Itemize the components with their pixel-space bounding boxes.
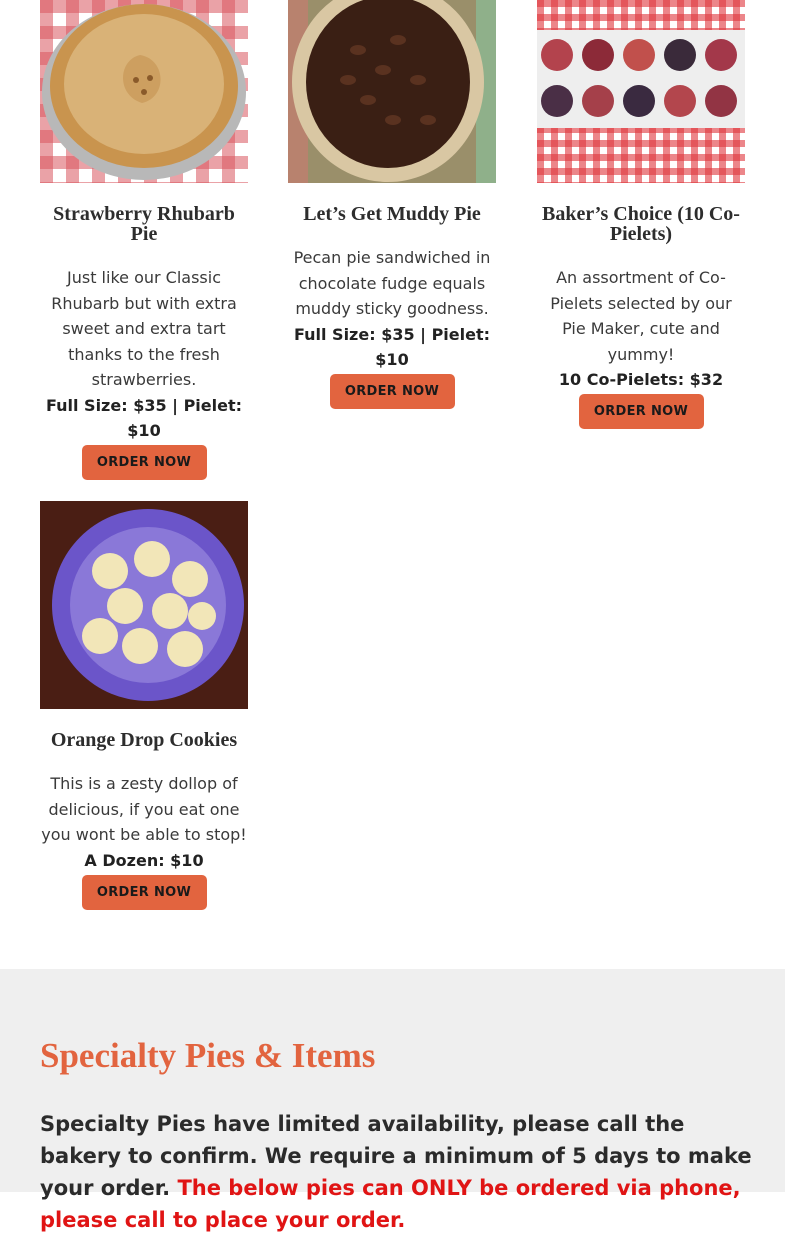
order-now-button[interactable]: ORDER NOW xyxy=(82,875,207,910)
product-name: Orange Drop Cookies xyxy=(50,729,238,751)
product-price: 10 Co-Pielets: $32 xyxy=(558,370,724,389)
specialty-intro-text xyxy=(40,1108,755,1236)
order-now-button[interactable]: ORDER NOW xyxy=(82,445,207,480)
product-price: Full Size: $35 | Pielet: $10 xyxy=(293,324,491,369)
product-card-bakers-choice xyxy=(537,0,745,429)
product-description: This is a zesty dollop of delicious, if you eat one you wont be able to stop! xyxy=(41,774,247,844)
product-description: Just like our Classic Rhubarb but with extra sweet and extra tart thanks to the fresh strawberries. xyxy=(51,268,237,389)
specialty-warning: The below pies can ONLY be ordered via phone, please call to place your order. xyxy=(40,1176,741,1232)
product-card-orange-drop-cookies xyxy=(40,501,248,910)
product-name: Let’s Get Muddy Pie xyxy=(303,203,481,225)
muddy-pie-image xyxy=(288,0,496,183)
product-card-muddy-pie xyxy=(288,0,496,409)
specialty-heading: Specialty Pies & Items xyxy=(40,1036,376,1075)
specialty-intro: Specialty Pies have limited availability, please call the bakery to confirm. We require a minimum of 5 days to make your order. xyxy=(40,1112,752,1200)
product-name: Baker’s Choice (10 Co-Pielets) xyxy=(542,203,740,245)
strawberry-rhubarb-pie-image xyxy=(40,0,248,183)
product-description: An assortment of Co-Pielets selected by our Pie Maker, cute and yummy! xyxy=(550,268,732,364)
product-price: Full Size: $35 | Pielet: $10 xyxy=(45,395,243,440)
product-price: A Dozen: $10 xyxy=(84,850,204,870)
order-now-button[interactable]: ORDER NOW xyxy=(579,394,704,429)
product-description: Pecan pie sandwiched in chocolate fudge equals muddy sticky goodness. xyxy=(293,248,491,318)
product-card-strawberry-rhubarb xyxy=(40,0,248,480)
bakers-choice-image xyxy=(537,0,745,183)
orange-drop-cookies-image xyxy=(40,501,248,709)
product-name: Strawberry Rhubarb Pie xyxy=(53,203,235,245)
order-now-button[interactable]: ORDER NOW xyxy=(330,374,455,409)
specialty-section xyxy=(0,969,785,1232)
